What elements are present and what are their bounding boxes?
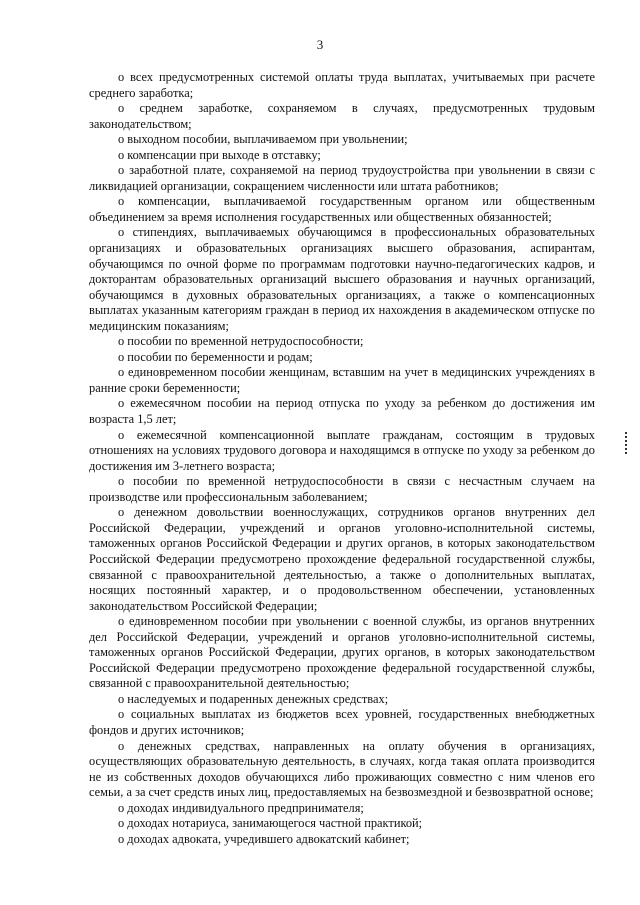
list-item: о ежемесячной компенсационной выплате гражданам, состоящим в трудовых отношениях на условиях трудового договора и находящимся в отпуске по уходу за ребенком до достижения им 3-летнего возраста; (89, 427, 595, 473)
list-item: о заработной плате, сохраняемой на период трудоустройства при увольнении в связи с ликвидацией организации, сокращением численности или штата работников; (89, 163, 595, 193)
list-item: о денежных средствах, направленных на оплату обучения в организациях, осуществляющих образовательную деятельность, в случаях, когда такая оплата производится не из собственных доходов обучающихся либо проживающих совместно с ним членов его семьи, а за счет средств иных лиц, предоставляемых на безвозмездной и безвозвратной основе; (89, 738, 595, 800)
list-item: о доходах нотариуса, занимающегося частной практикой; (118, 816, 423, 831)
income-list (89, 70, 595, 847)
list-item: о компенсации, выплачиваемой государственным органом или общественным объединением за время исполнения государственных или общественных обязанностей; (89, 194, 595, 224)
list-item: о социальных выплатах из бюджетов всех уровней, государственных внебюджетных фондов и других источников; (89, 707, 595, 737)
page-number: 3 (316, 37, 324, 52)
list-item: о наследуемых и подаренных денежных средствах; (118, 691, 389, 706)
list-item: о единовременном пособии женщинам, вставшим на учет в медицинских учреждениях в ранние сроки беременности; (89, 365, 595, 395)
list-item: о пособии по временной нетрудоспособности; (118, 334, 364, 349)
scan-margin-mark (625, 432, 630, 454)
list-item: о стипендиях, выплачиваемых обучающимся в профессиональных образовательных организациях и образовательных организациях высшего образования, аспирантам, обучающимся по очной форме по программам подготовки научно-педагогических кадров, и докторантам образовательных организаций высшего образования и научных организаций, обучающимся в духовных образовательных организациях, а также о компенсационных выплатах указанным категориям граждан в период их нахождения в академическом отпуске по медицинским показаниям; (89, 225, 595, 333)
list-item: о пособии по беременности и родам; (118, 349, 313, 364)
list-item: о выходном пособии, выплачиваемом при увольнении; (118, 132, 408, 147)
list-item: о среднем заработке, сохраняемом в случаях, предусмотренных трудовым законодательством; (89, 101, 595, 131)
list-item: о всех предусмотренных системой оплаты труда выплатах, учитываемых при расчете среднего заработка; (89, 70, 595, 100)
list-item: о доходах индивидуального предпринимателя; (118, 800, 364, 815)
list-item: о компенсации при выходе в отставку; (118, 147, 321, 162)
list-item: о пособии по временной нетрудоспособности в связи с несчастным случаем на производстве или профессиональным заболеванием; (89, 474, 595, 504)
list-item: о доходах адвоката, учредившего адвокатский кабинет; (118, 831, 410, 846)
list-item: о ежемесячном пособии на период отпуска по уходу за ребенком до достижения им возраста 1,5 лет; (89, 396, 595, 427)
list-item: о единовременном пособии при увольнении с военной службы, из органов внутренних дел Российской Федерации, учреждений и органов уголовно-исполнительной системы, таможенных органов Российской Федерации, других органов, в которых законодательством Российской Федерации предусмотрено прохождение федеральной государственной службы, связанной с правоохранительной деятельностью; (89, 614, 595, 691)
list-item: о денежном довольствии военнослужащих, сотрудников органов внутренних дел Российской Федерации, учреждений и органов уголовно-исполнительной системы, таможенных органов Российской Федерации и других органов, в которых законодательством Российской Федерации предусмотрено прохождение федеральной государственной службы, связанной с правоохранительной деятельностью, а также о дополнительных выплатах, носящих постоянный характер, и о продовольственном обеспечении, установленных законодательством Российской Федерации; (89, 505, 595, 613)
